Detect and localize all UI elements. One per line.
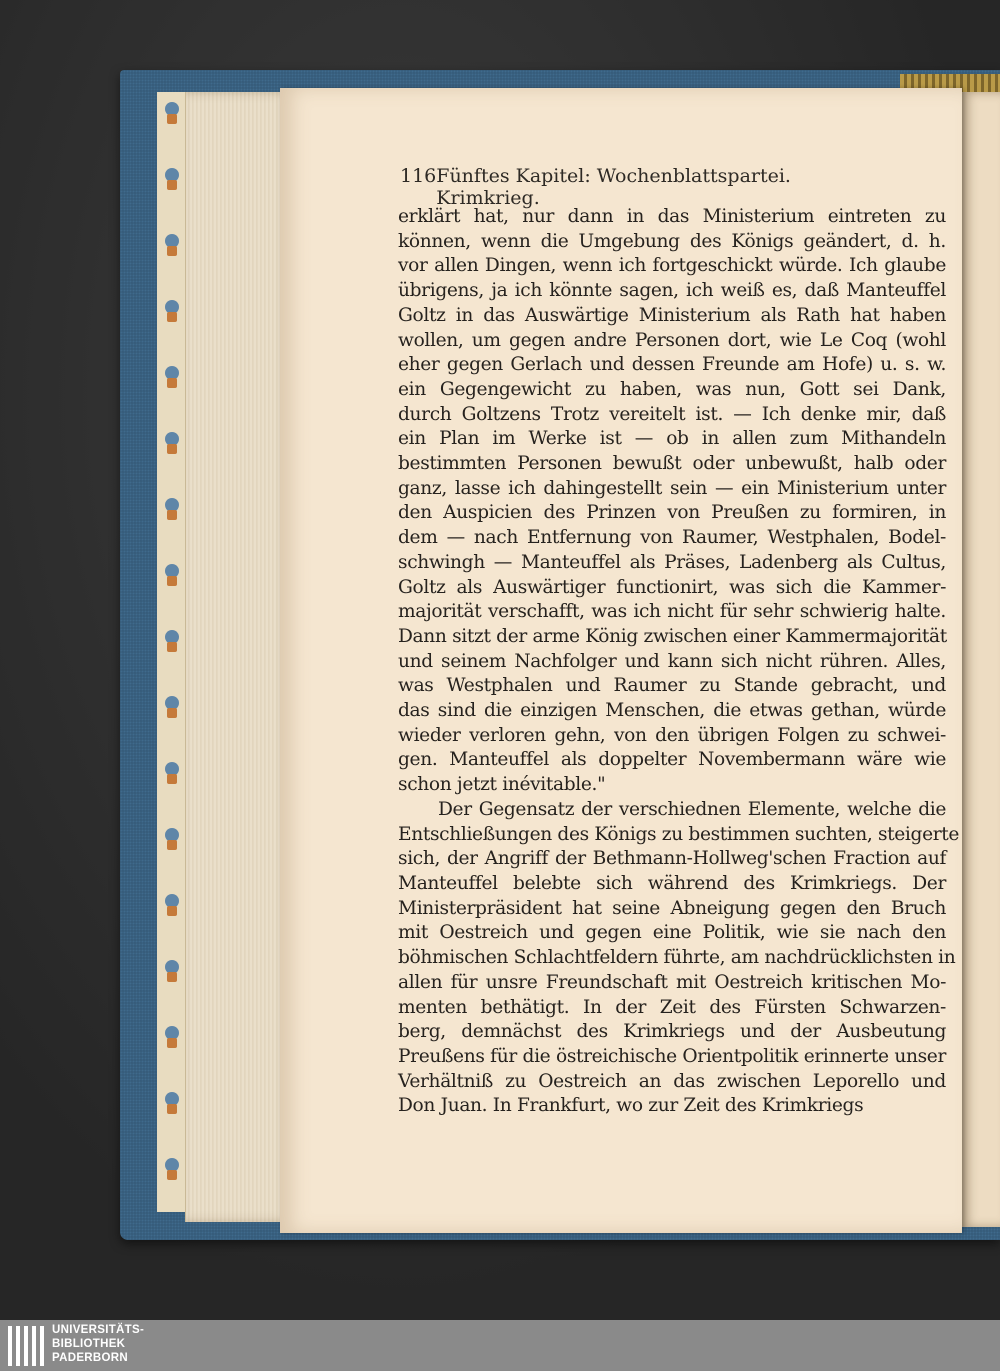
library-name-line: BIBLIOTHEK [52, 1338, 126, 1350]
text-line: und seinem Nachfolger und kann sich nicht rühren. Alles, [398, 650, 946, 672]
library-name [52, 1323, 144, 1365]
text-line: mit Oestreich und gegen eine Politik, wie sie nach den [398, 922, 946, 944]
patterned-endpaper [157, 92, 188, 1212]
text-line: ein Gegengewicht zu haben, was nun, Gott sei Dank, [398, 378, 946, 400]
text-line: Der Gegensatz der verschiednen Elemente, welche die [438, 798, 946, 820]
text-line: was Westphalen und Raumer zu Stande gebracht, und [398, 675, 946, 697]
text-line: Goltz in das Auswärtige Ministerium als Rath hat haben [398, 304, 946, 326]
text-line: Entschließungen des Königs zu bestimmen suchten, steigerte [398, 823, 960, 845]
flower-pattern-icon [163, 234, 181, 256]
page-edges [185, 92, 292, 1222]
text-line: Goltz als Auswärtiger functionirt, was sich die Kammer- [398, 576, 946, 598]
text-line: können, wenn die Umgebung des Königs geändert, d. h. [398, 230, 946, 252]
flower-pattern-icon [163, 1026, 181, 1048]
text-line: dem — nach Entfernung von Raumer, Westphalen, Bodel- [398, 527, 946, 549]
text-line: sich, der Angriff der Bethmann-Hollweg'schen Fraction auf [398, 848, 946, 870]
facing-page-edge [960, 92, 1000, 1227]
flower-pattern-icon [163, 696, 181, 718]
flower-pattern-icon [163, 1158, 181, 1180]
flower-pattern-icon [163, 168, 181, 190]
text-line: böhmischen Schlachtfeldern führte, am nachdrücklichsten in [398, 947, 956, 969]
text-line: durch Goltzens Trotz vereitelt ist. — Ich denke mir, daß [398, 403, 946, 425]
flower-pattern-icon [163, 828, 181, 850]
chapter-heading: Fünftes Kapitel: Wochenblattspartei. Krimkrieg. [436, 165, 791, 209]
library-footer [0, 1320, 1000, 1371]
library-name-line: UNIVERSITÄTS- [52, 1324, 145, 1336]
flower-pattern-icon [163, 762, 181, 784]
text-line: allen für unsre Freundschaft mit Oestreich kritischen Mo- [398, 971, 946, 993]
flower-pattern-icon [163, 960, 181, 982]
text-line: das sind die einzigen Menschen, die etwas gethan, würde [398, 700, 946, 722]
text-line: Ministerpräsident hat seine Abneigung gegen den Bruch [398, 897, 946, 919]
flower-pattern-icon [163, 498, 181, 520]
flower-pattern-icon [163, 894, 181, 916]
flower-pattern-icon [163, 630, 181, 652]
text-line: gen. Manteuffel als doppelter Novembermann wäre wie [398, 749, 946, 771]
text-line: Manteuffel belebte sich während des Krimkriegs. Der [398, 872, 946, 894]
text-line: Don Juan. In Frankfurt, wo zur Zeit des Krimkriegs [398, 1095, 864, 1117]
text-line: Dann sitzt der arme König zwischen einer Kammermajorität [398, 625, 947, 647]
text-line: Verhältniß zu Oestreich an das zwischen Leporello und [398, 1070, 946, 1092]
page-number: 116 [400, 165, 437, 187]
text-line: schon jetzt inévitable." [398, 774, 606, 796]
flower-pattern-icon [163, 102, 181, 124]
text-line: wieder verloren gehn, von den übrigen Folgen zu schwei- [398, 724, 946, 746]
flower-pattern-icon [163, 300, 181, 322]
page-body-text [398, 205, 960, 1119]
flower-pattern-icon [163, 432, 181, 454]
running-head [400, 165, 880, 209]
text-line: erklärt hat, nur dann in das Ministerium eintreten zu [398, 206, 946, 227]
text-line: übrigens, ja ich könnte sagen, ich weiß es, daß Manteuffel [398, 280, 946, 302]
text-line: eher gegen Gerlach und dessen Freunde am Hofe) u. s. w. [398, 354, 946, 376]
library-logo-icon [4, 1324, 48, 1368]
text-line: ein Plan im Werke ist — ob in allen zum Mithandeln [398, 428, 946, 450]
flower-pattern-icon [163, 564, 181, 586]
text-line: wollen, um gegen andre Personen dort, wie Le Coq (wohl [398, 329, 946, 351]
flower-pattern-icon [163, 366, 181, 388]
library-name-line: PADERBORN [52, 1352, 128, 1364]
text-line: ganz, lasse ich dahingestellt sein — ein Ministerium unter [398, 477, 946, 499]
text-line: berg, demnächst des Krimkriegs und der Ausbeutung [398, 1021, 946, 1043]
text-line: majorität verschafft, was ich nicht für sehr schwierig halte. [398, 601, 946, 623]
text-line: den Auspicien des Prinzen von Preußen zu formiren, in [398, 502, 946, 524]
text-line: menten bethätigt. In der Zeit des Fürsten Schwarzen- [398, 996, 946, 1018]
flower-pattern-icon [163, 1092, 181, 1114]
text-line: bestimmten Personen bewußt oder unbewußt, halb oder [398, 453, 946, 475]
text-line: vor allen Dingen, wenn ich fortgeschickt würde. Ich glaube [398, 255, 946, 277]
text-line: schwingh — Manteuffel als Präses, Ladenberg als Cultus, [398, 551, 946, 573]
text-line: Preußens für die östreichische Orientpolitik erinnerte unser [398, 1045, 946, 1067]
